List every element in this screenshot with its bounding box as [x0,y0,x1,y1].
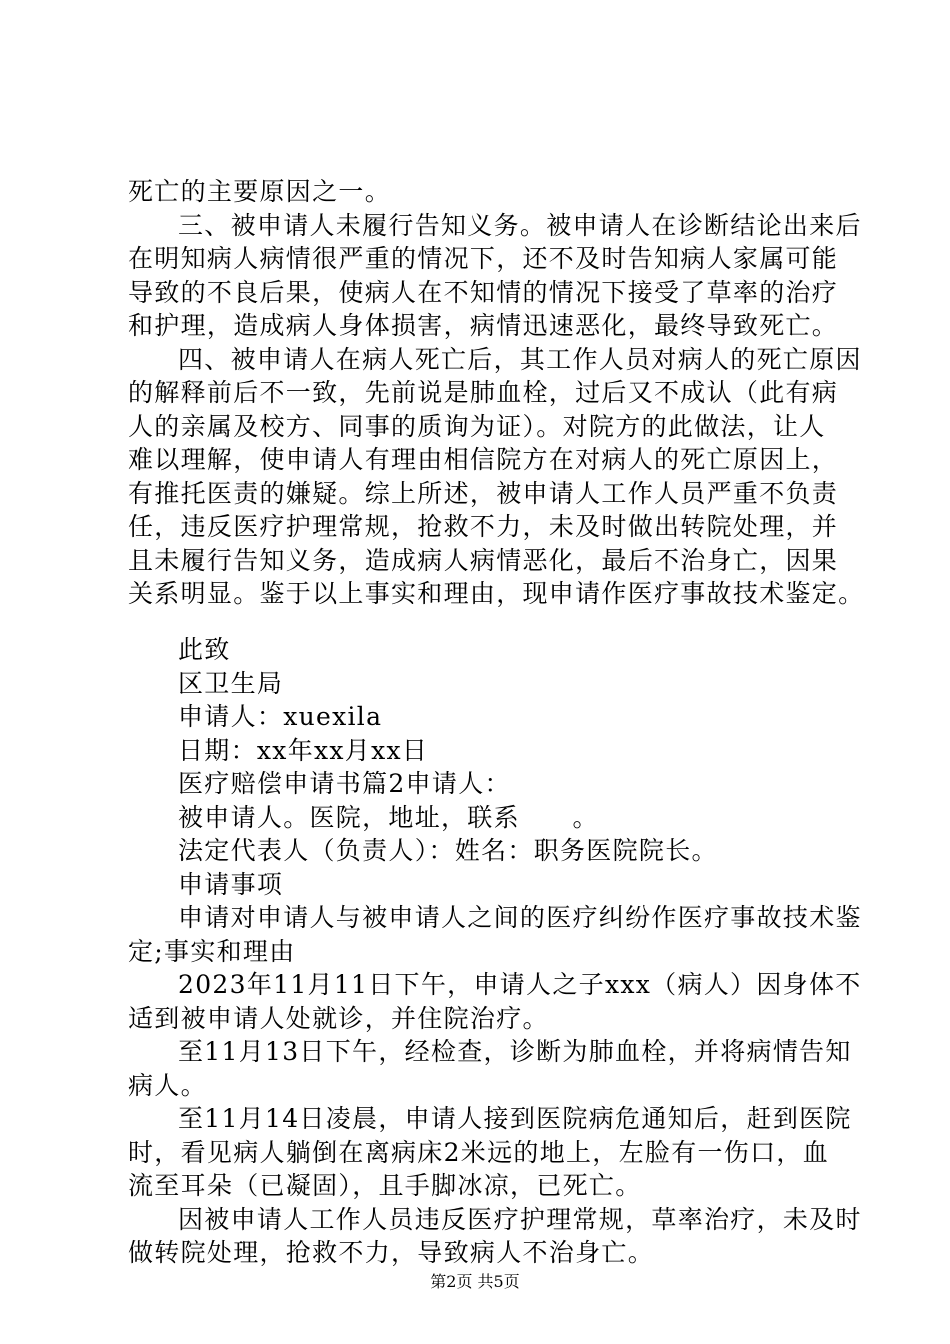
body-line: 且未履行告知义务，造成病人病情恶化，最后不治身亡，因果 [128,546,839,575]
body-line: 有推托医责的嫌疑。综上所述，被申请人工作人员严重不负责 [128,479,839,508]
body-line: 关系明显。鉴于以上事实和理由，现申请作医疗事故技术鉴定。 [128,579,865,608]
section-heading: 申请事项 [178,870,284,899]
body-line: 的解释前后不一致，先前说是肺血栓，过后又不成认（此有病 [128,378,839,407]
body-line: 死亡的主要原因之一。 [128,177,392,206]
body-line: 导致的不良后果，使病人在不知情的情况下接受了草率的治疗 [128,278,839,307]
section-heading: 医疗赔偿申请书篇2申请人： [178,769,511,798]
body-line: 和护理，造成病人身体损害，病情迅速恶化，最终导致死亡。 [128,311,839,340]
body-line: 人的亲属及校方、同事的质询为证）。对院方的此做法，让人 [128,412,826,441]
body-line: 法定代表人（负责人）：姓名：职务医院院长。 [178,836,718,865]
body-line: 申请对申请人与被申请人之间的医疗纠纷作医疗事故技术鉴 [178,903,862,932]
page-number-footer: 第2页 共5页 [430,1272,520,1291]
date-line: 日期：xx年xx月xx日 [178,736,429,765]
body-line: 四、被申请人在病人死亡后，其工作人员对病人的死亡原因 [178,345,862,374]
salutation-line: 此致 [178,635,231,664]
body-line: 被申请人。医院，地址，联系 。 [178,803,599,832]
body-line: 流至耳朵（已凝固），且手脚冰凉，已死亡。 [128,1171,642,1200]
body-line: 病人。 [128,1071,207,1100]
applicant-line: 申请人：xuexila [178,702,383,731]
body-line: 做转院处理，抢救不力，导致病人不治身亡。 [128,1238,655,1267]
body-line: 因被申请人工作人员违反医疗护理常规，草率治疗，未及时 [178,1205,862,1234]
recipient-line: 区卫生局 [178,669,284,698]
body-line: 时，看见病人躺倒在离病床2米远的地上，左脸有一伤口，血 [128,1138,830,1167]
body-line: 三、被申请人未履行告知义务。被申请人在诊断结论出来后 [178,211,862,240]
body-line: 在明知病人病情很严重的情况下，还不及时告知病人家属可能 [128,244,839,273]
body-line: 至11月13日下午，经检查，诊断为肺血栓，并将病情告知 [178,1037,852,1066]
body-line: 定;事实和理由 [128,937,296,966]
body-line: 任，违反医疗护理常规，抢救不力，未及时做出转院处理，并 [128,512,839,541]
body-line: 2023年11月11日下午，申请人之子xxx（病人）因身体不 [178,970,862,999]
body-line: 至11月14日凌晨，申请人接到医院病危通知后，赶到医院 [178,1104,852,1133]
body-line: 难以理解，使申请人有理由相信院方在对病人的死亡原因上， [128,445,839,474]
body-line: 适到被申请人处就诊，并住院治疗。 [128,1004,549,1033]
